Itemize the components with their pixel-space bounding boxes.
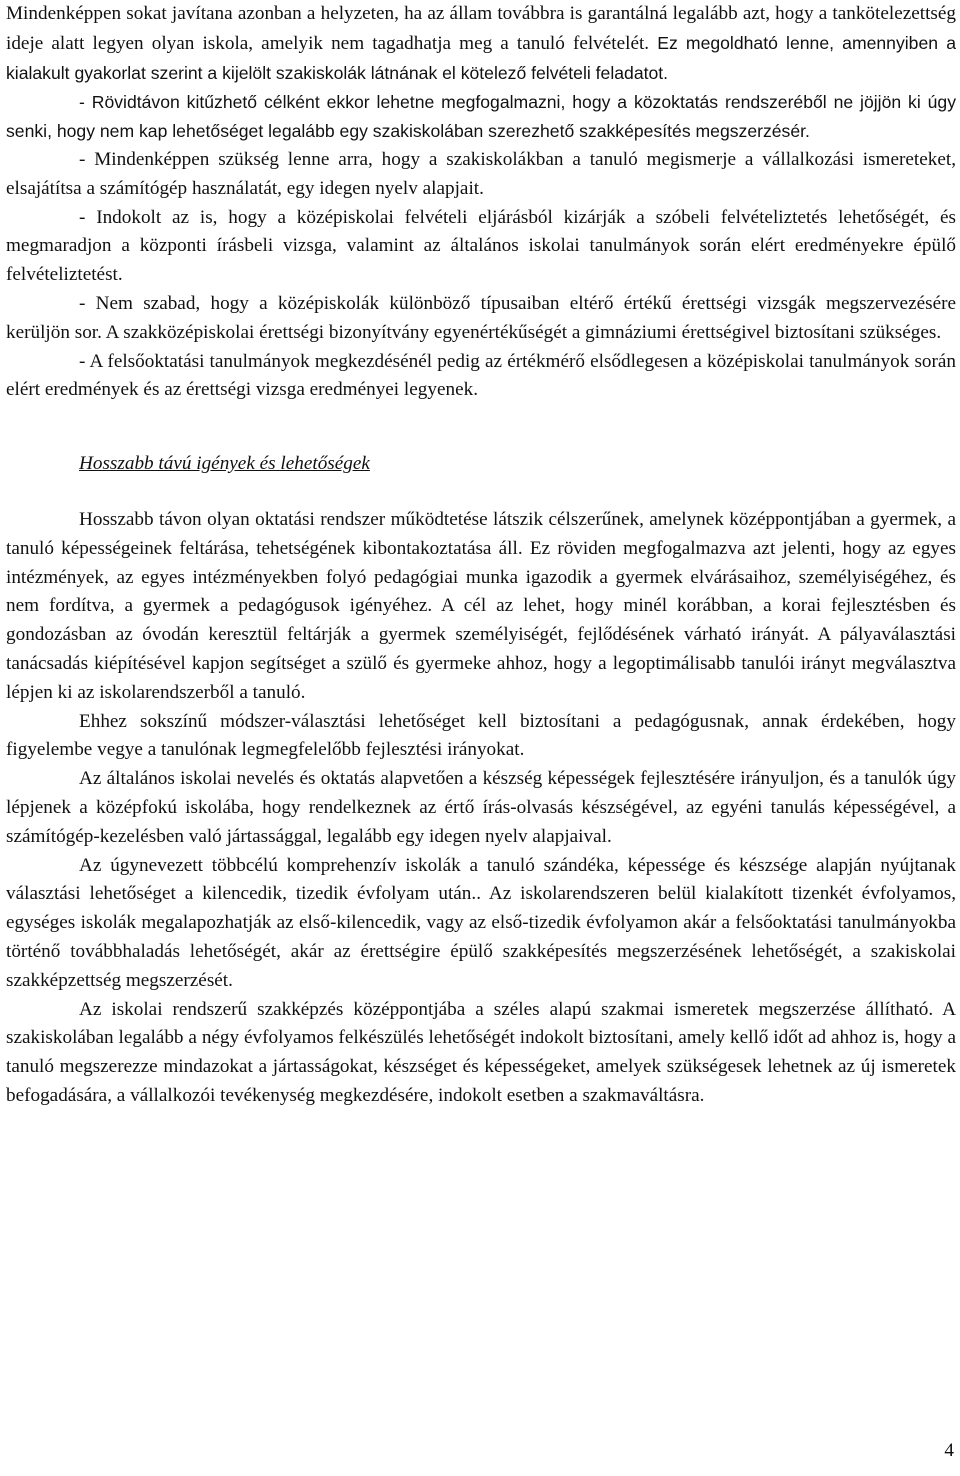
- paragraph-3: - Mindenképpen szükség lenne arra, hogy a szakiskolákban a tanuló megismerje a vállalkozási ismereteket, elsajátítsa a számítógép használatát, egy idegen nyelv alapjait.: [6, 148, 956, 199]
- paragraph-10: Az úgynevezett többcélú komprehenzív iskolák a tanuló szándéka, képessége és készsége alapján nyújtanak választási lehetőséget a kilencedik, tizedik évfolyam után.. Az iskolarendszeren belül kialakított tizenkét évfolyamos, egységes iskolák megalapozhatják az első-kilencedik, vagy az első-tizedik évfolyamon akár a felsőoktatási tanulmányokba történő továbbhaladás lehetőségét, akár az érettségire épülő szakképesítés megszerzésének lehetőségét, a szakiskolai szakképzettség megszerzését.: [6, 854, 956, 991]
- page-number: 4: [944, 1440, 954, 1461]
- paragraph-1-part-b: Ez megoldható lenne, amennyiben a kialakult gyakorlat szerint a kijelölt szakiskolák látnának el kötelező felvételi feladatot.: [6, 32, 956, 83]
- paragraph-1: [6, 0, 956, 88]
- paragraph-2: - Rövidtávon kitűzhető célként ekkor lehetne megfogalmazni, hogy a közoktatás rendszeréből ne jöjjön ki úgy senki, hogy nem kap lehetőséget legalább egy szakiskolában szerezhető szakképesítés megszerzésér.: [6, 92, 956, 142]
- paragraph-1-part-a: Mindenképpen sokat javítana azonban a helyzeten, ha az állam továbbra is garantálná legalább azt, hogy a tankötelezettség ideje alatt legyen olyan iskola, amelyik nem tagadhatja meg a tanuló felvételét.: [6, 3, 956, 54]
- section-heading: Hosszabb távú igények és lehetőségek: [79, 453, 370, 475]
- paragraph-11: Az iskolai rendszerű szakképzés középpontjába a széles alapú szakmai ismeretek megszerzése állítható. A szakiskolában legalább a négy évfolyamos felkészülés lehetőségét indokolt biztosítani, amely kellő időt ad ahhoz is, hogy a tanuló megszerezze mindazokat a jártasságokat, készséget és képességeket, amelyek szükségesek lehetnek az új ismeretek befogadására, a vállalkozói tevékenység megkezdésére, indokolt esetben a szakmaváltásra.: [6, 998, 956, 1106]
- paragraph-6: - A felsőoktatási tanulmányok megkezdésénél pedig az értékmérő elsődlegesen a középiskolai tanulmányok során elért eredmények és az érettségi vizsga eredményei legyenek.: [6, 350, 956, 401]
- document-page: [6, 0, 956, 1111]
- paragraph-8: Ehhez sokszínű módszer-választási lehetőséget kell biztosítani a pedagógusnak, annak érdekében, hogy figyelembe vegye a tanulónak legmegfelelőbb fejlesztési irányokat.: [6, 710, 956, 761]
- paragraph-7: Hosszabb távon olyan oktatási rendszer működtetése látszik célszerűnek, amelynek középpontjában a gyermek, a tanuló képességeinek feltárása, tehetségének kibontakoztatása áll. Ez röviden megfogalmazva azt jelenti, hogy az egyes intézmények, az egyes intézményekben folyó pedagógiai munka igazodik a gyermek elvárásaihoz, személyiségéhez, és nem fordítva, a gyermek a pedagógusok igényéhez. A cél az lehet, hogy minél korábban, a korai fejlesztésben és gondozásban az óvodán keresztül feltárják a gyermek személyiségét, fejlődésének várható irányát. A pályaválasztási tanácsadás kiépítésével kapjon segítséget a szülő és gyermeke ahhoz, hogy a legoptimálisabb tanulói irányt megválasztva lépjen ki az iskolarendszerből a tanuló.: [6, 508, 956, 703]
- paragraph-5: - Nem szabad, hogy a középiskolák különböző típusaiban eltérő értékű érettségi vizsgák megszervezésére kerüljön sor. A szakközépiskolai érettségi bizonyítvány egyenértékűségét a gimnáziumi érettségivel biztosítani szükséges.: [6, 292, 956, 343]
- paragraph-4: - Indokolt az is, hogy a középiskolai felvételi eljárásból kizárják a szóbeli felvételiztetés lehetőségét, és megmaradjon a központi írásbeli vizsga, valamint az általános iskolai tanulmányok során elért eredményekre épülő felvételiztetést.: [6, 206, 956, 286]
- paragraph-9: Az általános iskolai nevelés és oktatás alapvetően a készség képességek fejlesztésére irányuljon, és a tanulók úgy lépjenek a középfokú iskolába, hogy rendelkeznek az értő írás-olvasás készségével, az egyéni tanulás képességével, a számítógép-kezelésben való jártassággal, legalább egy idegen nyelv alapjaival.: [6, 768, 956, 847]
